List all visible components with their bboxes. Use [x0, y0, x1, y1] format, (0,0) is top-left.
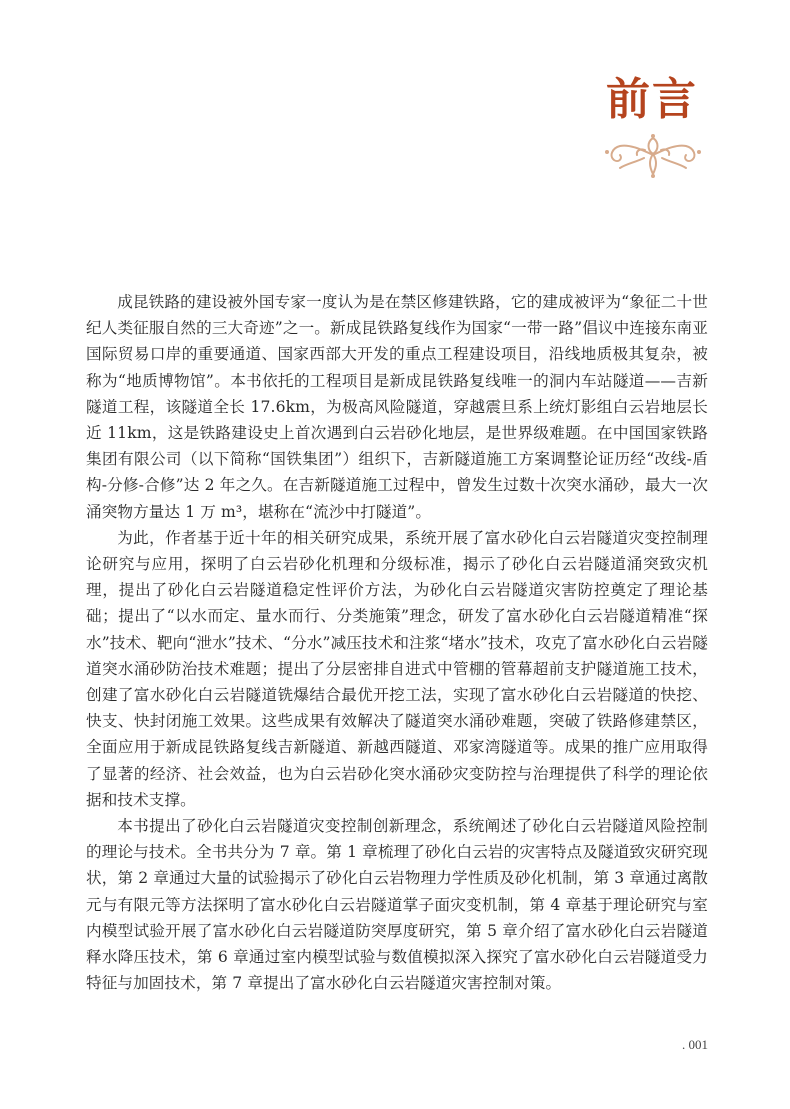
- floral-scroll-ornament-icon: [604, 130, 702, 180]
- paragraph-2: 为此，作者基于近十年的相关研究成果，系统开展了富水砂化白云岩隧道灾变控制理论研究与应用，探明了白云岩砂化机理和分级标准，揭示了砂化白云岩隧道涌突致灾机理，提出了砂化白云岩隧道稳定性评价方法，为砂化白云岩隧道灾害防控奠定了理论基础；提出了“以水而定、量水而行、分类施策”理念，研发了富水砂化白云岩隧道精准“探水”技术、靶向“泄水”技术、“分水”减压技术和注浆“堵水”技术，攻克了富水砂化白云岩隧道突水涌砂防治技术难题；提出了分层密排自进式中管棚的管幕超前支护隧道施工技术，创建了富水砂化白云岩隧道铣爆结合最优开挖工法，实现了富水砂化白云岩隧道的快挖、快支、快封闭施工效果。这些成果有效解决了隧道突水涌砂难题，突破了铁路修建禁区，全面应用于新成昆铁路复线吉新隧道、新越西隧道、邓家湾隧道等。成果的推广应用取得了显著的经济、社会效益，也为白云岩砂化突水涌砂灾变防控与治理提供了科学的理论依据和技术支撑。: [86, 528, 708, 809]
- page-title: 前言: [606, 74, 698, 125]
- paragraph-3: 本书提出了砂化白云岩隧道灾变控制创新理念，系统阐述了砂化白云岩隧道风险控制的理论与技术。全书共分为 7 章。第 1 章梳理了砂化白云岩的灾害特点及隧道致灾研究现状，第 2 章通过大量的试验揭示了砂化白云岩物理力学性质及砂化机制，第 3 章通过离散元与有限元等方法探明了富水砂化白云岩隧道掌子面灾变机制，第 4 章基于理论研究与室内模型试验开展了富水砂化白云岩隧道防突厚度研究，第 5 章介绍了富水砂化白云岩隧道释水降压技术，第 6 章通过室内模型试验与数值模拟深入探究了富水砂化白云岩隧道受力特征与加固技术，第 7 章提出了富水砂化白云岩隧道灾害控制对策。: [86, 817, 708, 993]
- page-number: . 001: [682, 1037, 708, 1052]
- paragraph-1: 成昆铁路的建设被外国专家一度认为是在禁区修建铁路，它的建成被评为“象征二十世纪人类征服自然的三大奇迹”之一。新成昆铁路复线作为国家“一带一路”倡议中连接东南亚国际贸易口岸的重要通道、国家西部大开发的重点工程建设项目，沿线地质极其复杂，被称为“地质博物馆”。本书依托的工程项目是新成昆铁路复线唯一的洞内车站隧道——吉新隧道工程，该隧道全长 17.6km，为极高风险隧道，穿越震旦系上统灯影组白云岩地层长近 11km，这是铁路建设史上首次遇到白云岩砂化地层，是世界级难题。在中国国家铁路集团有限公司（以下简称“国铁集团”）组织下，吉新隧道施工方案调整论证历经“改线-盾构-分修-合修”达 2 年之久。在吉新隧道施工过程中，曾发生过数十次突水涌砂，最大一次涌突物方量达 1 万 m³，堪称在“流沙中打隧道”。: [86, 293, 708, 521]
- body-text: [86, 289, 708, 996]
